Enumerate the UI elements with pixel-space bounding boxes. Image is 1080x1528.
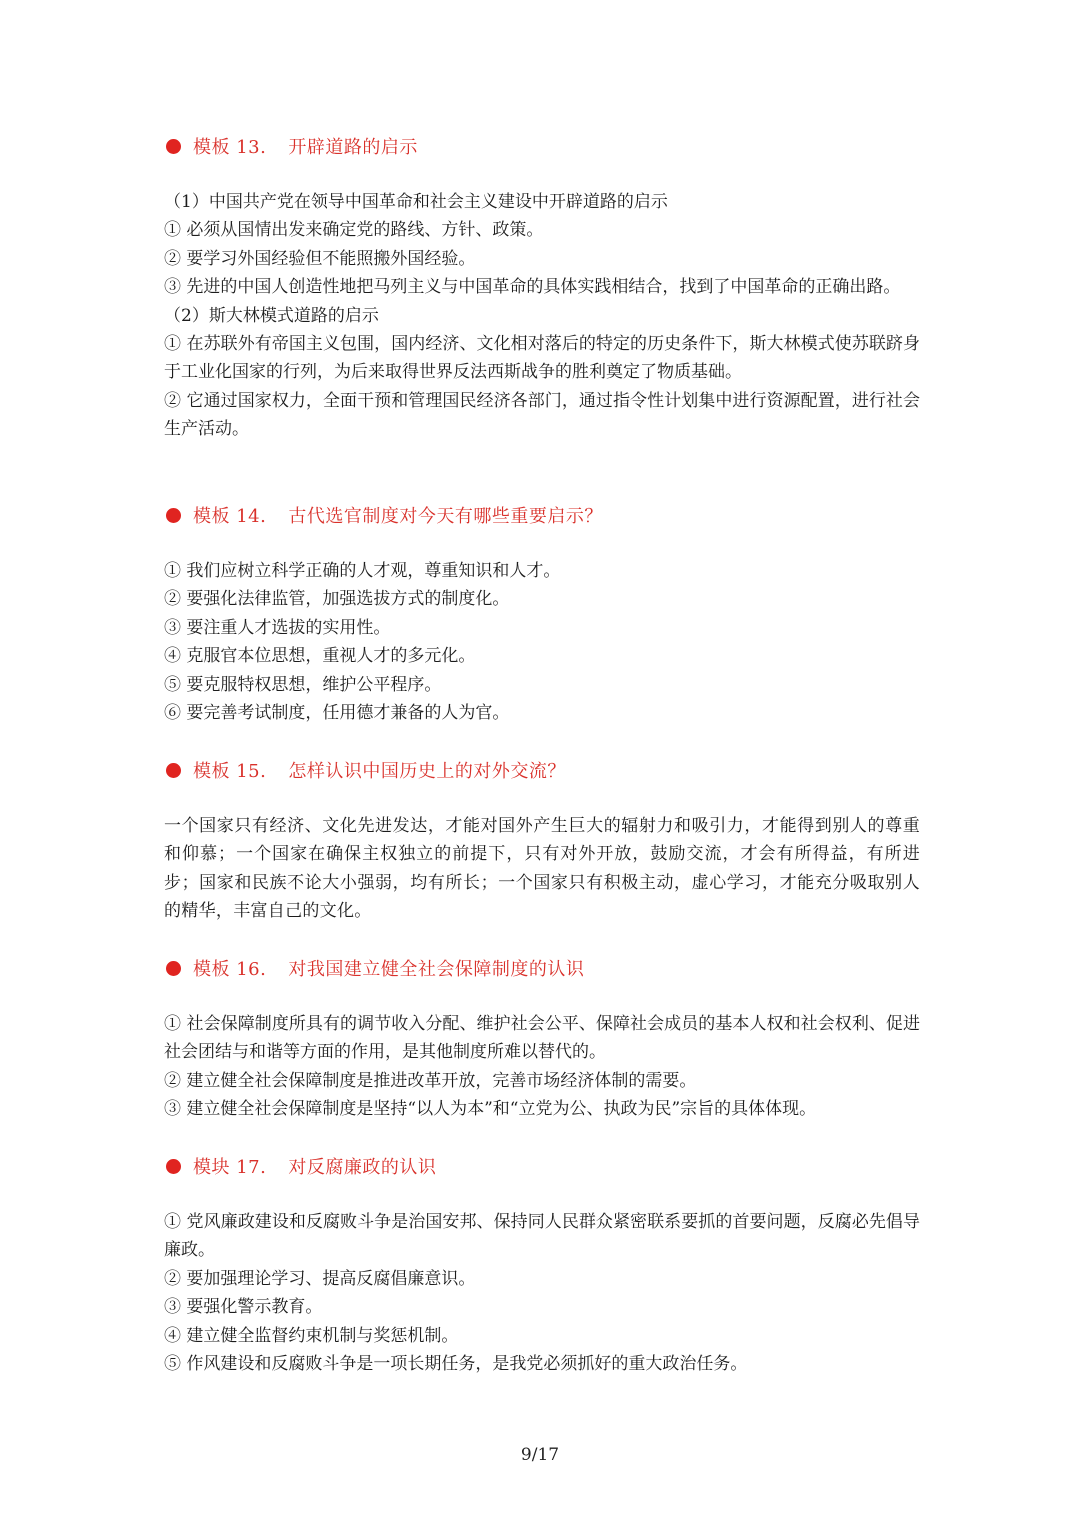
section-14-body [164, 557, 920, 727]
red-dot-icon [166, 763, 181, 778]
list-item: ③ 建立健全社会保障制度是坚持“以人为本”和“立党为公、执政为民”宗旨的具体体现。 [164, 1099, 817, 1120]
list-item: ② 要加强理论学习、提高反腐倡廉意识。 [164, 1268, 476, 1289]
section-15-body [164, 812, 920, 926]
section-14-label: 模板 14. [193, 506, 267, 527]
red-dot-icon [166, 1159, 181, 1174]
section-13-heading [166, 131, 418, 161]
list-item: ① 我们应树立科学正确的人才观，尊重知识和人才。 [164, 561, 561, 581]
list-item: ⑥ 要完善考试制度，任用德才兼备的人为官。 [164, 703, 510, 724]
red-dot-icon [166, 139, 181, 154]
list-item: ③ 先进的中国人创造性地把马列主义与中国革命的具体实践相结合，找到了中国革命的正确出路。 [164, 277, 901, 298]
list-item: （2）斯大林模式道路的启示 [164, 305, 379, 326]
list-item: ① 社会保障制度所具有的调节收入分配、维护社会公平、保障社会成员的基本人权和社会权利、促进社会团结与和谐等方面的作用，是其他制度所难以替代的。 [164, 1014, 920, 1063]
list-item: ① 必须从国情出发来确定党的路线、方针、政策。 [164, 220, 544, 241]
list-item: ③ 要强化警示教育。 [164, 1297, 323, 1318]
section-15-title: 怎样认识中国历史上的对外交流？ [288, 761, 566, 782]
section-13-title: 开辟道路的启示 [288, 137, 418, 158]
section-14-title: 古代选官制度对今天有哪些重要启示？ [288, 506, 603, 527]
paragraph: 一个国家只有经济、文化先进发达，才能对国外产生巨大的辐射力和吸引力，才能得到别人的尊重和仰慕；一个国家在确保主权独立的前提下，只有对外开放，鼓励交流，才会有所得益，有所进步；国家和民族不论大小强弱，均有所长；一个国家只有积极主动，虚心学习，才能充分吸取别人的精华，丰富自己的文化。 [164, 816, 920, 922]
section-17-heading [166, 1151, 436, 1181]
section-17-body [164, 1208, 920, 1378]
section-16-label: 模板 16. [193, 959, 267, 980]
section-14-heading [166, 500, 603, 530]
list-item: ① 党风廉政建设和反腐败斗争是治国安邦、保持同人民群众紧密联系要抓的首要问题，反腐必先倡导廉政。 [164, 1212, 920, 1261]
section-13-label: 模板 13. [193, 137, 267, 158]
list-item: ④ 克服官本位思想，重视人才的多元化。 [164, 646, 476, 667]
red-dot-icon [166, 508, 181, 523]
section-13-body [164, 188, 920, 444]
list-item: ③ 要注重人才选拔的实用性。 [164, 617, 391, 638]
list-item: ② 要强化法律监管，加强选拔方式的制度化。 [164, 589, 510, 610]
section-16-heading [166, 953, 584, 983]
section-16-body [164, 1010, 920, 1124]
list-item: （1）中国共产党在领导中国革命和社会主义建设中开辟道路的启示 [164, 192, 668, 212]
page-number: 9/17 [520, 1445, 560, 1465]
section-15-label: 模板 15. [193, 761, 267, 782]
section-15-heading [166, 755, 566, 785]
list-item: ⑤ 要克服特权思想，维护公平程序。 [164, 674, 442, 695]
section-17-label: 模块 17. [193, 1157, 267, 1178]
list-item: ⑤ 作风建设和反腐败斗争是一项长期任务，是我党必须抓好的重大政治任务。 [164, 1354, 748, 1375]
list-item: ② 它通过国家权力，全面干预和管理国民经济各部门，通过指令性计划集中进行资源配置，进行社会生产活动。 [164, 390, 920, 440]
section-16-title: 对我国建立健全社会保障制度的认识 [288, 959, 585, 980]
section-17-title: 对反腐廉政的认识 [288, 1157, 437, 1178]
red-dot-icon [166, 961, 181, 976]
list-item: ② 建立健全社会保障制度是推进改革开放，完善市场经济体制的需要。 [164, 1070, 697, 1091]
list-item: ④ 建立健全监督约束机制与奖惩机制。 [164, 1325, 459, 1346]
list-item: ① 在苏联外有帝国主义包围，国内经济、文化相对落后的特定的历史条件下，斯大林模式使苏联跻身于工业化国家的行列，为后来取得世界反法西斯战争的胜利奠定了物质基础。 [164, 334, 920, 383]
list-item: ② 要学习外国经验但不能照搬外国经验。 [164, 248, 476, 269]
